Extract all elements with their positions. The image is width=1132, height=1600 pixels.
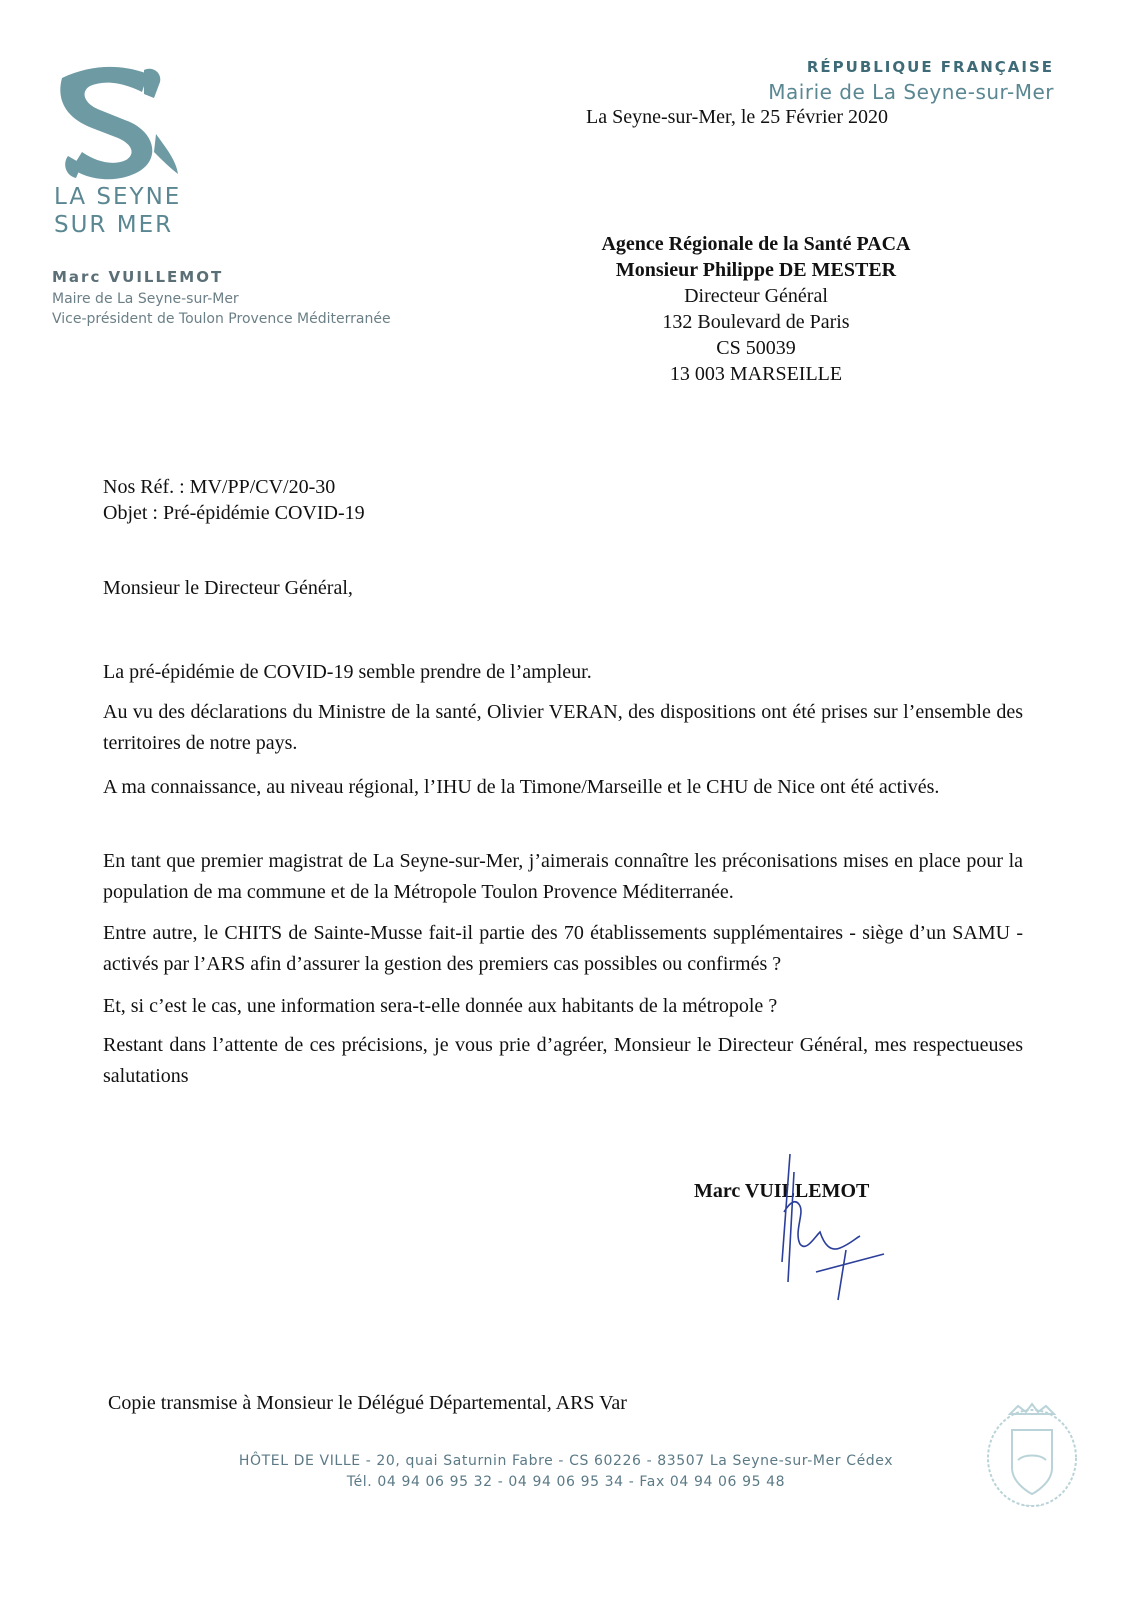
svg-text:~~~: ~~~ — [1021, 1501, 1043, 1510]
letter-date: La Seyne-sur-Mer, le 25 Février 2020 — [586, 106, 889, 128]
recipient-line6: 13 003 MARSEILLE — [669, 363, 843, 385]
city-logo-icon — [52, 64, 180, 182]
footer-phone: Tél. 04 94 06 95 32 - 04 94 06 95 34 - Fax 04 94 06 95 48 — [346, 1474, 786, 1490]
handwritten-signature-icon — [760, 1152, 890, 1302]
mayor-name: Marc VUILLEMOT — [52, 268, 224, 286]
body-paragraph: A ma connaissance, au niveau régional, l’IHU de la Timone/Marseille et le CHU de Nice ont été activés. — [103, 776, 940, 798]
footer-address: HÔTEL DE VILLE - 20, quai Saturnin Fabre - CS 60226 - 83507 La Seyne-sur-Mer Cédex — [238, 1453, 894, 1469]
body-paragraph: Au vu des déclarations du Ministre de la santé, Olivier VERAN, des dispositions ont été prises sur l’ensemble des territoires de notre pays. — [103, 701, 1023, 754]
recipient-line4: 132 Boulevard de Paris — [662, 311, 850, 333]
mayor-title-2: Vice-président de Toulon Provence Méditerranée — [52, 311, 391, 327]
logo-text-line2: SUR MER — [54, 212, 174, 238]
logo-text-line1: LA SEYNE — [54, 184, 182, 210]
recipient-line5: CS 50039 — [716, 337, 796, 359]
copy-notice: Copie transmise à Monsieur le Délégué Départemental, ARS Var — [108, 1392, 627, 1414]
body-paragraph: Entre autre, le CHITS de Sainte-Musse fait-il partie des 70 établissements supplémentaires - siège d’un SAMU - activés par l’ARS afin d’assurer la gestion des premiers cas possibles ou confirmés ? — [103, 922, 1023, 975]
reference-number: Nos Réf. : MV/PP/CV/20-30 — [103, 476, 336, 498]
body-paragraph: En tant que premier magistrat de La Seyne-sur-Mer, j’aimerais connaître les préconisations mises en place pour la population de ma commune et de la Métropole Toulon Provence Méditerranée. — [103, 850, 1023, 903]
signature-name: Marc VUILLEMOT — [694, 1180, 870, 1202]
republic-label: RÉPUBLIQUE FRANÇAISE — [806, 58, 1054, 76]
mairie-label: Mairie de La Seyne-sur-Mer — [768, 80, 1054, 104]
body-paragraph: La pré-épidémie de COVID-19 semble prendre de l’ampleur. — [103, 661, 592, 683]
recipient-line2: Monsieur Philippe DE MESTER — [615, 259, 897, 281]
reference-object: Objet : Pré-épidémie COVID-19 — [103, 502, 365, 524]
salutation: Monsieur le Directeur Général, — [103, 577, 353, 599]
recipient-line3: Directeur Général — [684, 285, 828, 307]
mayor-title-1: Maire de La Seyne-sur-Mer — [52, 291, 239, 307]
body-paragraph: Et, si c’est le cas, une information sera-t-elle donnée aux habitants de la métropole ? — [103, 995, 778, 1017]
recipient-line1: Agence Régionale de la Santé PACA — [601, 233, 911, 255]
body-paragraph: Restant dans l’attente de ces précisions, je vous prie d’agréer, Monsieur le Directeur Général, mes respectueuses salutations — [103, 1034, 1023, 1087]
